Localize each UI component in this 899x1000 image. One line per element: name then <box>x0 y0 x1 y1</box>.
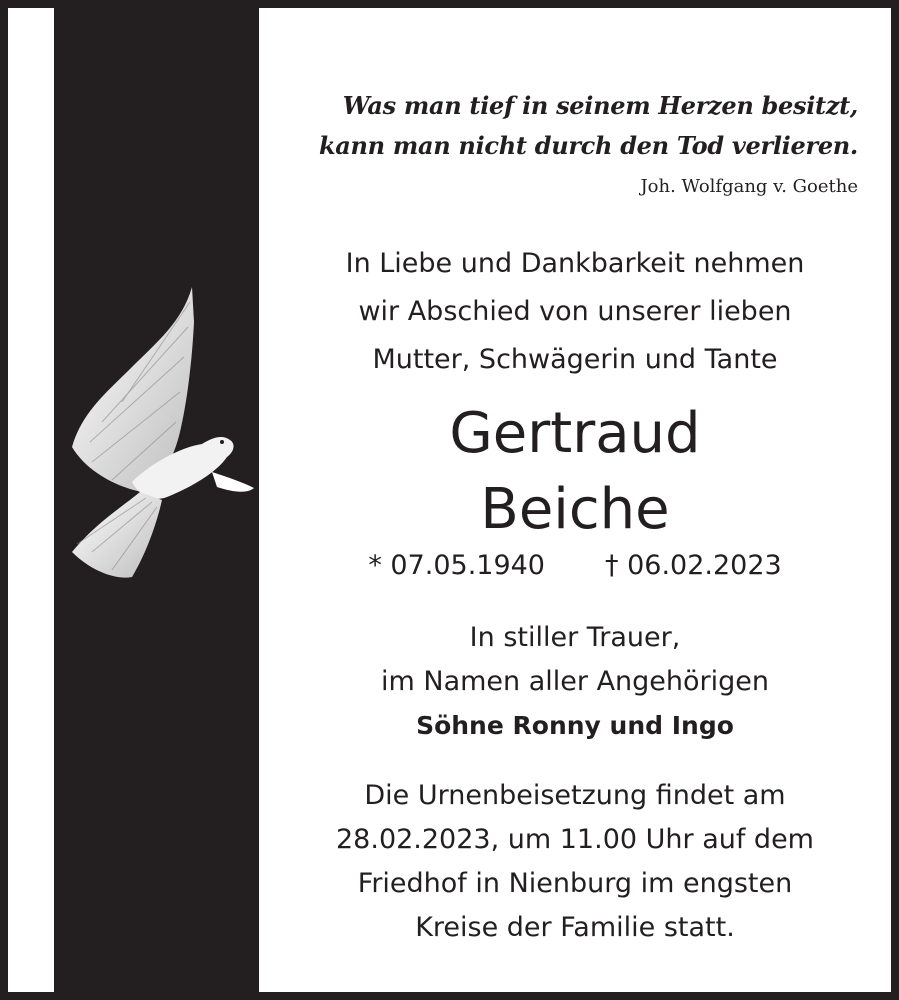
life-dates <box>259 546 891 586</box>
quote-line: Was man tief in seinem Herzen besitzt, <box>342 91 858 120</box>
last-name: Beiche <box>480 477 670 542</box>
mourning-line: In stiller Trauer, <box>469 622 681 653</box>
quote-line: kann man nicht durch den Tod verlieren. <box>318 131 858 160</box>
signatories: Söhne Ronny und Ingo <box>416 711 734 740</box>
quote-author: Joh. Wolfgang v. Goethe <box>640 176 858 197</box>
intro-line: wir Abschied von unserer lieben <box>358 296 792 327</box>
funeral-line: Kreise der Familie statt. <box>415 912 735 943</box>
death-date: † 06.02.2023 <box>605 550 782 581</box>
funeral-line: Die Urnenbeisetzung findet am <box>364 780 786 811</box>
funeral-line: Friedhof in Nienburg im engsten <box>357 868 793 899</box>
dove-icon <box>62 282 258 582</box>
birth-date: * 07.05.1940 <box>368 550 545 581</box>
deceased-name <box>259 396 891 548</box>
obituary-panel <box>259 8 891 992</box>
quote <box>319 86 858 166</box>
mourning-text <box>259 616 891 748</box>
mourning-line: im Namen aller Angehörigen <box>380 666 769 697</box>
intro-line: Mutter, Schwägerin und Tante <box>372 344 778 375</box>
left-margin-strip <box>8 8 54 992</box>
first-name: Gertraud <box>449 401 701 466</box>
intro-line: In Liebe und Dankbarkeit nehmen <box>345 248 805 279</box>
funeral-line: 28.02.2023, um 11.00 Uhr auf dem <box>336 824 814 855</box>
intro-text <box>259 240 891 384</box>
funeral-notice <box>259 774 891 950</box>
